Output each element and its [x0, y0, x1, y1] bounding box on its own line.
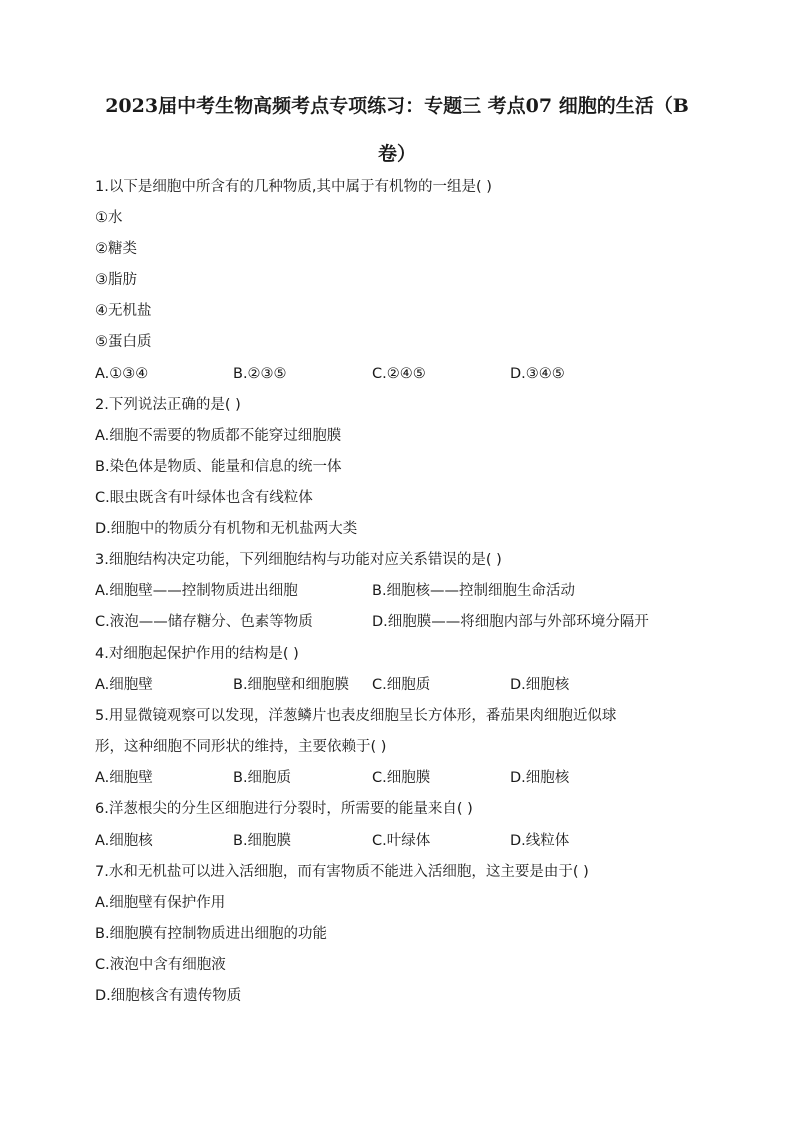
question-7-stem: 7.水和无机盐可以进入活细胞，而有害物质不能进入活细胞，这主要是由于( )	[95, 864, 589, 880]
question-5-option-a: A.细胞壁	[95, 770, 153, 786]
question-1-item: ③脂肪	[95, 272, 137, 288]
question-4-option-a: A.细胞壁	[95, 677, 153, 693]
question-2-stem: 2.下列说法正确的是( )	[95, 397, 241, 413]
question-3-option-d: D.细胞膜——将细胞内部与外部环境分隔开	[372, 614, 649, 630]
question-2-option-c: C.眼虫既含有叶绿体也含有线粒体	[95, 490, 313, 506]
question-1-option-a: A.①③④	[95, 366, 149, 382]
question-1-item: ⑤蛋白质	[95, 334, 152, 350]
question-1-item: ④无机盐	[95, 303, 152, 319]
question-5-option-c: C.细胞膜	[372, 770, 431, 786]
question-6-option-d: D.线粒体	[510, 833, 570, 849]
question-2-option-d: D.细胞中的物质分有机物和无机盐两大类	[95, 521, 358, 537]
question-1-item: ①水	[95, 210, 123, 226]
question-3-stem: 3.细胞结构决定功能，下列细胞结构与功能对应关系错误的是( )	[95, 552, 502, 568]
question-2-option-b: B.染色体是物质、能量和信息的统一体	[95, 459, 342, 475]
question-4-option-d: D.细胞核	[510, 677, 570, 693]
question-7-option-a: A.细胞壁有保护作用	[95, 895, 226, 911]
question-5-stem: 5.用显微镜观察可以发现，洋葱鳞片也表皮细胞呈长方体形，番茄果肉细胞近似球	[95, 708, 617, 724]
question-4-option-c: C.细胞质	[372, 677, 431, 693]
question-1-stem: 1.以下是细胞中所含有的几种物质,其中属于有机物的一组是( )	[95, 179, 492, 195]
question-3-option-a: A.细胞壁——控制物质进出细胞	[95, 583, 298, 599]
question-5-stem-continued: 形，这种细胞不同形状的维持，主要依赖于( )	[95, 739, 387, 755]
question-3-option-c: C.液泡——储存糖分、色素等物质	[95, 614, 313, 630]
question-4-option-b: B.细胞壁和细胞膜	[233, 677, 350, 693]
question-7-option-d: D.细胞核含有遗传物质	[95, 988, 242, 1004]
question-1-option-d: D.③④⑤	[510, 366, 565, 382]
question-2-option-a: A.细胞不需要的物质都不能穿过细胞膜	[95, 428, 342, 444]
question-1-option-b: B.②③⑤	[233, 366, 287, 382]
question-4-stem: 4.对细胞起保护作用的结构是( )	[95, 646, 299, 662]
question-7-option-c: C.液泡中含有细胞液	[95, 957, 226, 973]
question-1-option-c: C.②④⑤	[372, 366, 426, 382]
question-6-option-b: B.细胞膜	[233, 833, 292, 849]
title-line-1: 2023届中考生物高频考点专项练习：专题三 考点07 细胞的生活（B	[105, 95, 689, 117]
question-5-option-d: D.细胞核	[510, 770, 570, 786]
question-6-option-c: C.叶绿体	[372, 833, 431, 849]
title-line-2: 卷）	[377, 143, 416, 165]
question-7-option-b: B.细胞膜有控制物质进出细胞的功能	[95, 926, 328, 942]
question-3-option-b: B.细胞核——控制细胞生命活动	[372, 583, 576, 599]
question-6-option-a: A.细胞核	[95, 833, 153, 849]
question-1-item: ②糖类	[95, 241, 137, 257]
question-5-option-b: B.细胞质	[233, 770, 292, 786]
question-6-stem: 6.洋葱根尖的分生区细胞进行分裂时，所需要的能量来自( )	[95, 801, 473, 817]
document-title	[88, 94, 706, 166]
